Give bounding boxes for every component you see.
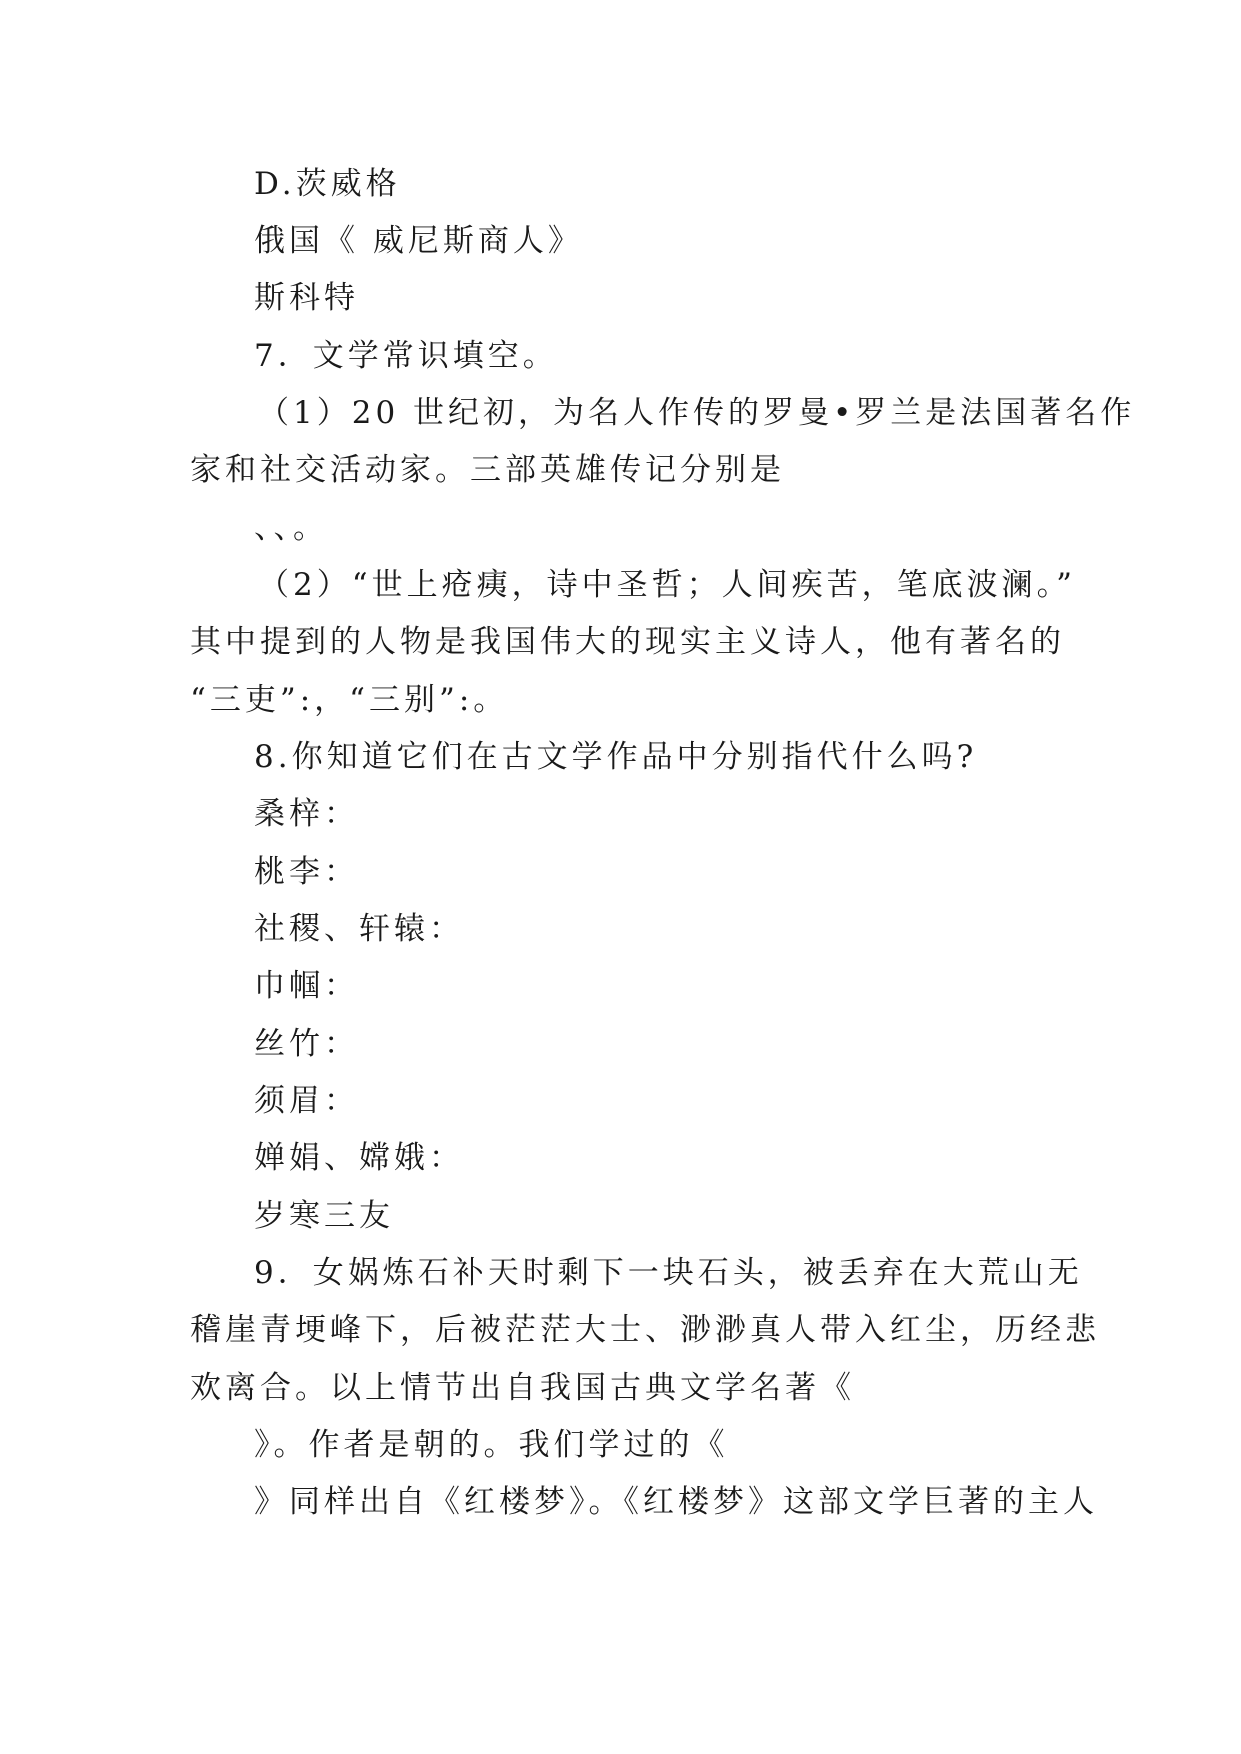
term-item: 丝竹： [254, 1026, 359, 1062]
text-line: 俄国《 威尼斯商人》 [254, 223, 583, 259]
term-item: 巾帼： [254, 968, 359, 1004]
answer-blank-line: 、、。 [254, 510, 328, 546]
term-item: 岁寒三友 [254, 1198, 394, 1234]
question-8-heading: 8.你知道它们在古文学作品中分别指代什么吗? [254, 739, 978, 775]
option-d-line: D.茨威格 [254, 166, 401, 202]
term-item: 婵娟、嫦娥： [254, 1140, 464, 1176]
text-line: 》同样出自《红楼梦》。《红楼梦》这部文学巨著的主人 [254, 1484, 1098, 1520]
text-line: 稽崖青埂峰下，后被茫茫大士、渺渺真人带入红尘，历经悲 [190, 1312, 1100, 1348]
text-line: 其中提到的人物是我国伟大的现实主义诗人，他有著名的 [190, 624, 1065, 660]
text-line: 斯科特 [254, 280, 359, 316]
text-line: 家和社交活动家。三部英雄传记分别是 [190, 452, 785, 488]
term-item: 须眉： [254, 1083, 359, 1119]
question-9-heading: 9．女娲炼石补天时剩下一块石头，被丢弃在大荒山无 [254, 1255, 1083, 1291]
question-7-heading: 7．文学常识填空。 [254, 338, 558, 374]
term-item: 社稷、轩辕： [254, 911, 464, 947]
text-line: 欢离合。以上情节出自我国古典文学名著《 [190, 1370, 855, 1406]
question-7-part-2: （2）“世上疮痍，诗中圣哲；人间疾苦，笔底波澜。” [258, 567, 1076, 603]
term-item: 桃李： [254, 854, 359, 890]
question-7-part-1: （1）20 世纪初，为名人作传的罗曼•罗兰是法国著名作 [258, 395, 1136, 431]
text-line: 》。作者是朝的。我们学过的《 [254, 1427, 729, 1463]
text-line: “三吏”:，“三别”:。 [190, 682, 509, 718]
term-item: 桑梓： [254, 796, 359, 832]
